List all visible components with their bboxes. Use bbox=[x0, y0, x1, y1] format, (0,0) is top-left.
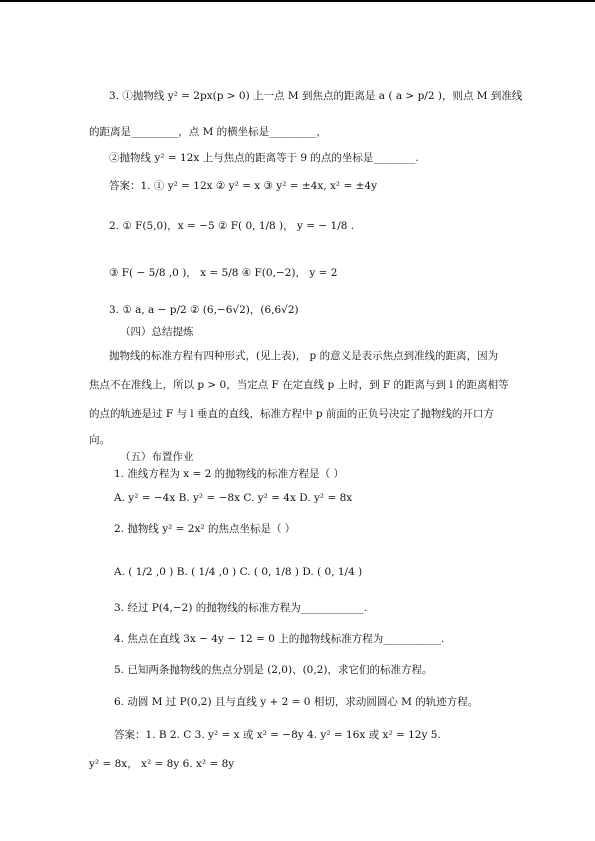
answer-2-line1: 2. ① F(5,0)，x = −5 ② F( 0, 1/8 )， y = − 1/8 . bbox=[109, 220, 355, 232]
homework-question-4: 4. 焦点在直线 3x − 4y − 12 = 0 上的抛物线标准方程为___________. bbox=[114, 633, 445, 645]
problem-3-part1-line1: 3. ①抛物线 y² = 2px(p > 0) 上一点 M 到焦点的距离是 a ( a > p/2 )，则点 M 到准线 bbox=[109, 90, 523, 102]
homework-answers-line2: y² = 8x， x² = 8y 6. x² = 8y bbox=[89, 758, 235, 770]
problem-3-part2: ②抛物线 y² = 12x 上与焦点的距离等于 9 的点的坐标是________. bbox=[109, 152, 419, 164]
homework-question-2: 2. 抛物线 y² = 2x² 的焦点坐标是（ ） bbox=[114, 523, 296, 535]
answer-1: 答案：1. ① y² = 12x ② y² = x ③ y² = ±4x, x² = ±4y bbox=[109, 180, 378, 192]
answer-2-line2: ③ F( − 5/8 ,0 )， x = 5/8 ④ F(0,−2)， y = 2 bbox=[109, 267, 338, 279]
homework-question-6: 6. 动圆 M 过 P(0,2) 且与直线 y + 2 = 0 相切，求动圆圆心 M 的轨迹方程。 bbox=[114, 696, 479, 708]
homework-question-2-options: A. ( 1/2 ,0 ) B. ( 1/4 ,0 ) C. ( 0, 1/8 ) D. ( 0, 1/4 ) bbox=[114, 566, 363, 578]
summary-paragraph-line4: 向。 bbox=[89, 434, 110, 446]
summary-paragraph-line1: 抛物线的标准方程有四种形式，(见上表)， p 的意义是表示焦点到准线的距离，因为 bbox=[109, 350, 499, 362]
homework-question-1-options: A. y² = −4x B. y² = −8x C. y² = 4x D. y² = 8x bbox=[114, 492, 353, 504]
homework-question-5: 5. 已知两条抛物线的焦点分别是 (2,0)、(0,2)，求它们的标准方程。 bbox=[114, 664, 433, 676]
homework-question-3: 3. 经过 P(4,−2) 的抛物线的标准方程为____________. bbox=[114, 602, 368, 614]
homework-question-1: 1. 准线方程为 x = 2 的抛物线的标准方程是（ ） bbox=[114, 468, 344, 480]
answer-3: 3. ① a, a − p/2 ② (6,−6√2)，(6,6√2) bbox=[109, 304, 299, 316]
section-summary-heading: （四）总结提炼 bbox=[120, 326, 194, 338]
homework-answers-line1: 答案：1. B 2. C 3. y² = x 或 x² = −8y 4. y² = 16x 或 x² = 12y 5. bbox=[114, 729, 441, 741]
section-homework-heading: （五）布置作业 bbox=[120, 451, 194, 463]
top-border-line bbox=[0, 0, 595, 2]
summary-paragraph-line2: 焦点不在准线上，所以 p > 0，当定点 F 在定直线 p 上时，到 F 的距离与到 l 的距离相等 bbox=[89, 379, 509, 391]
problem-3-part1-line2: 的距离是_________，点 M 的横坐标是_________， bbox=[89, 126, 327, 138]
summary-paragraph-line3: 的点的轨迹是过 F 与 l 垂直的直线，标准方程中 p 前面的正负号决定了抛物线的开口方 bbox=[89, 408, 494, 420]
